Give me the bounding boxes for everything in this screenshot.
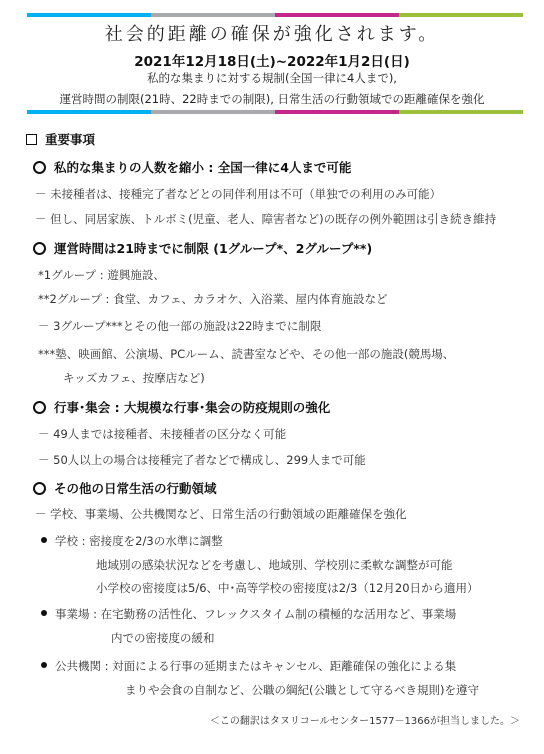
- bar-segment-blue: [27, 13, 151, 17]
- list-item: － 学校、事業場、公共機関など、日常生活の行動領域の距離確保を強化: [35, 507, 407, 521]
- bullet-item-workplace: [41, 606, 456, 622]
- circle-icon: [33, 161, 46, 174]
- bar-segment-gray: [151, 13, 275, 17]
- bar-segment-gray: [151, 110, 275, 114]
- circle-icon: [33, 482, 46, 495]
- item-heading-text: 運営時間は21時までに制限 (1グループ*、2グループ**): [54, 241, 373, 256]
- subtitle-line-2: 運営時間の制限(21時、22時までの制限), 日常生活の行動領域での距離確保を強化: [59, 92, 485, 106]
- bottom-color-bar: [27, 110, 523, 114]
- list-item: － 49人までは接種者、未接種者の区分なく可能: [38, 427, 287, 441]
- circle-icon: [33, 401, 46, 414]
- list-item: *1グループ : 遊興施設、: [38, 268, 165, 282]
- item-heading-text: その他の日常生活の行動領域: [54, 481, 217, 496]
- page-title: 社会的距離の確保が強化されます。: [104, 24, 440, 45]
- item-heading-daily-life: [33, 479, 217, 497]
- bar-segment-magenta: [275, 110, 399, 114]
- bullet-dot-icon: [41, 662, 47, 668]
- bullet-dot-icon: [41, 537, 47, 543]
- list-item: ***塾、映画館、公演場、PCルーム、読書室などや、その他一部の施設(競馬場、: [38, 347, 455, 361]
- bullet-detail: 内での密接度の緩和: [111, 631, 215, 645]
- item-heading-events: [33, 398, 330, 416]
- list-item: － 未接種者は、接種完了者などとの同伴利用は不可（単独での利用のみ可能）: [35, 187, 442, 201]
- item-heading-text: 私的な集まりの人数を縮小 : 全国一律に4人まで可能: [54, 160, 352, 175]
- bullet-item-public-institutions: [41, 658, 456, 674]
- bullet-text: 事業場 : 在宅勤務の活性化、フレックスタイム制の積極的な活用など、事業場: [55, 607, 457, 621]
- bullet-dot-icon: [41, 610, 47, 616]
- section-heading: [26, 130, 95, 148]
- bullet-detail: まりや会食の自制など、公職の綱紀(公職として守るべき規則)を遵守: [125, 683, 479, 697]
- bullet-text: 学校 : 密接度を2/3の水準に調整: [55, 534, 223, 548]
- section-title: 重要事項: [45, 132, 96, 147]
- circle-icon: [33, 242, 46, 255]
- bullet-text: 公共機関 : 対面による行事の延期またはキャンセル、距離確保の強化による集: [55, 659, 457, 673]
- item-heading-hours: [33, 239, 372, 257]
- list-item-continued: キッズカフェ、按摩店など): [63, 371, 205, 385]
- period-dates: 2021年12月18日(土)~2022年1月2日(日): [134, 54, 410, 70]
- subtitle-line-1: 私的な集まりに対する規制(全国一律に4人まで),: [147, 71, 397, 85]
- bar-segment-green: [399, 13, 523, 17]
- bar-segment-magenta: [275, 13, 399, 17]
- list-item: － 3グループ***とその他一部の施設は22時までに制限: [38, 319, 322, 333]
- item-heading-private-gatherings: [33, 158, 351, 176]
- list-item: **2グループ : 食堂、カフェ、カラオケ、入浴業、屋内体育施設など: [38, 292, 388, 306]
- checkbox-square-icon: [26, 134, 37, 145]
- translation-footer: ＜この翻訳はタヌリコールセンター1577－1366が担当しました。＞: [209, 716, 520, 727]
- list-item: － 但し、同居家族、トルボミ(児童、老人、障害者など)の既存の例外範囲は引き続き維持: [35, 212, 497, 226]
- top-color-bar: [27, 13, 523, 17]
- list-item: － 50人以上の場合は接種完了者などで構成し、299人まで可能: [38, 453, 366, 467]
- bar-segment-green: [399, 110, 523, 114]
- bullet-item-school: [41, 533, 223, 549]
- bullet-detail: 小学校の密接度は5/6、中･高等学校の密接度は2/3（12月20日から適用）: [96, 581, 479, 595]
- item-heading-text: 行事･集会 : 大規模な行事･集会の防疫規則の強化: [54, 400, 331, 415]
- bar-segment-blue: [27, 110, 151, 114]
- bullet-detail: 地域別の感染状況などを考慮し、地域別、学校別に柔軟な調整が可能: [96, 558, 453, 572]
